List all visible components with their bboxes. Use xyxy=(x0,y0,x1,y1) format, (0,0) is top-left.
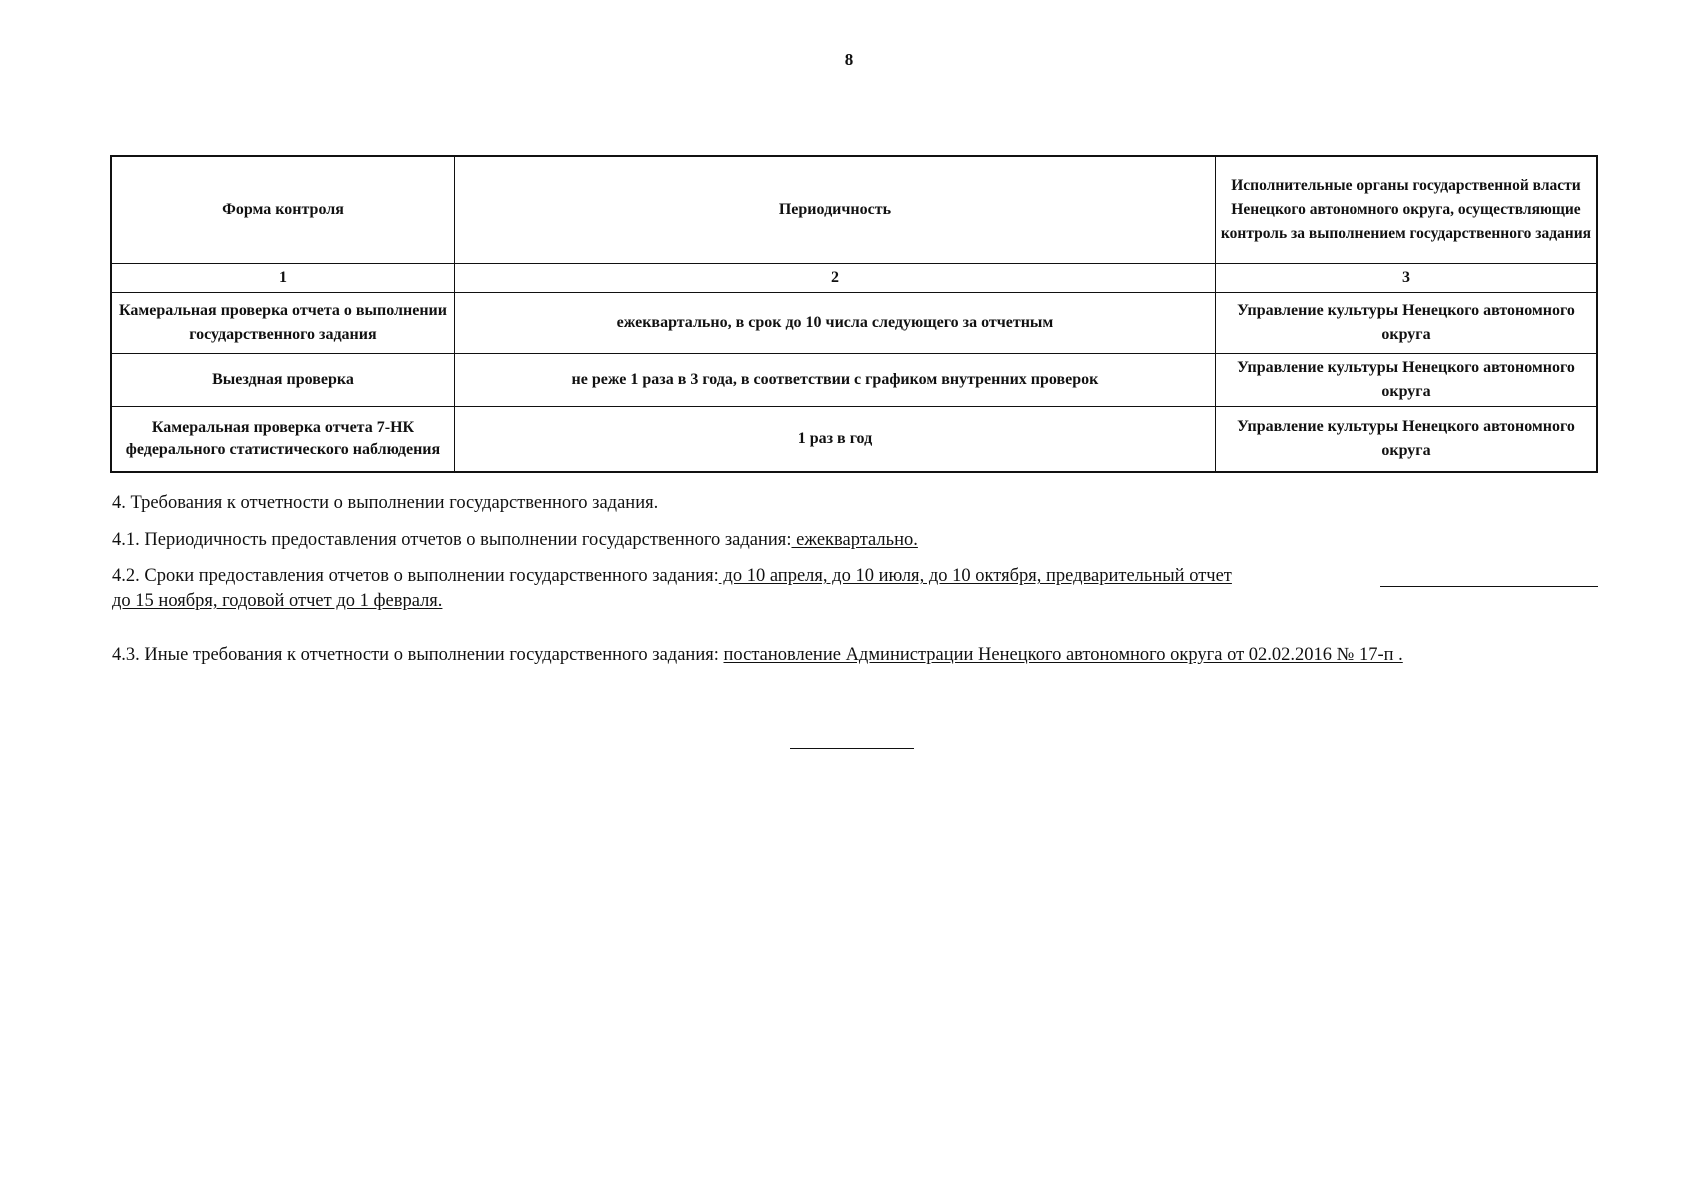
table-cell-periodicity: не реже 1 раза в 3 года, в соответствии с графиком внутренних проверок xyxy=(454,354,1215,407)
header-executive-bodies: Исполнительные органы государственной власти Ненецкого автономного округа, осуществляющие контроль за выполнением государственного задания xyxy=(1215,156,1597,264)
table-cell-periodicity: 1 раз в год xyxy=(454,407,1215,473)
control-table xyxy=(110,155,1598,473)
paragraph-4-1 xyxy=(112,530,918,551)
table-header-row xyxy=(111,156,1597,264)
page-number: 8 xyxy=(844,50,854,69)
table-row xyxy=(111,293,1597,354)
paragraph-4-3 xyxy=(112,645,1403,666)
paragraph-4-1-label: 4.1. Периодичность предоставления отчетов о выполнении государственного задания: xyxy=(112,530,792,550)
table-cell-control-form: Камеральная проверка отчета о выполнении государственного задания xyxy=(111,293,454,354)
table-cell-executive-body: Управление культуры Ненецкого автономного округа xyxy=(1215,354,1597,407)
table-cell-executive-body: Управление культуры Ненецкого автономного округа xyxy=(1215,407,1597,473)
table-cell-control-form: Камеральная проверка отчета 7-НК федерального статистического наблюдения xyxy=(111,407,454,473)
table-row xyxy=(111,354,1597,407)
section-4-heading: 4. Требования к отчетности о выполнении государственного задания. xyxy=(112,493,659,513)
paragraph-4-3-value: постановление Администрации Ненецкого автономного округа от 02.02.2016 № 17-п . xyxy=(723,645,1403,665)
paragraph-4-2-value-continued: до 15 ноября, годовой отчет до 1 февраля. xyxy=(112,591,443,611)
paragraph-4-2-label: 4.2. Сроки предоставления отчетов о выполнении государственного задания: xyxy=(112,566,719,586)
end-of-document-line xyxy=(790,748,914,749)
table-row xyxy=(111,407,1597,473)
table-cell-control-form: Выездная проверка xyxy=(111,354,454,407)
underline-filler xyxy=(1380,586,1598,587)
table-cell-executive-body: Управление культуры Ненецкого автономного округа xyxy=(1215,293,1597,354)
paragraph-4-2 xyxy=(112,566,1232,587)
paragraph-4-3-label: 4.3. Иные требования к отчетности о выполнении государственного задания: xyxy=(112,645,719,665)
column-number: 2 xyxy=(454,264,1215,293)
column-number: 1 xyxy=(111,264,454,293)
column-number-row xyxy=(111,264,1597,293)
header-periodicity: Периодичность xyxy=(454,156,1215,264)
paragraph-4-1-value: ежеквартально. xyxy=(791,530,918,550)
column-number: 3 xyxy=(1215,264,1597,293)
table-cell-periodicity: ежеквартально, в срок до 10 числа следующего за отчетным xyxy=(454,293,1215,354)
paragraph-4-2-value: до 10 апреля, до 10 июля, до 10 октября, предварительный отчет xyxy=(718,566,1232,586)
header-control-form: Форма контроля xyxy=(111,156,454,264)
